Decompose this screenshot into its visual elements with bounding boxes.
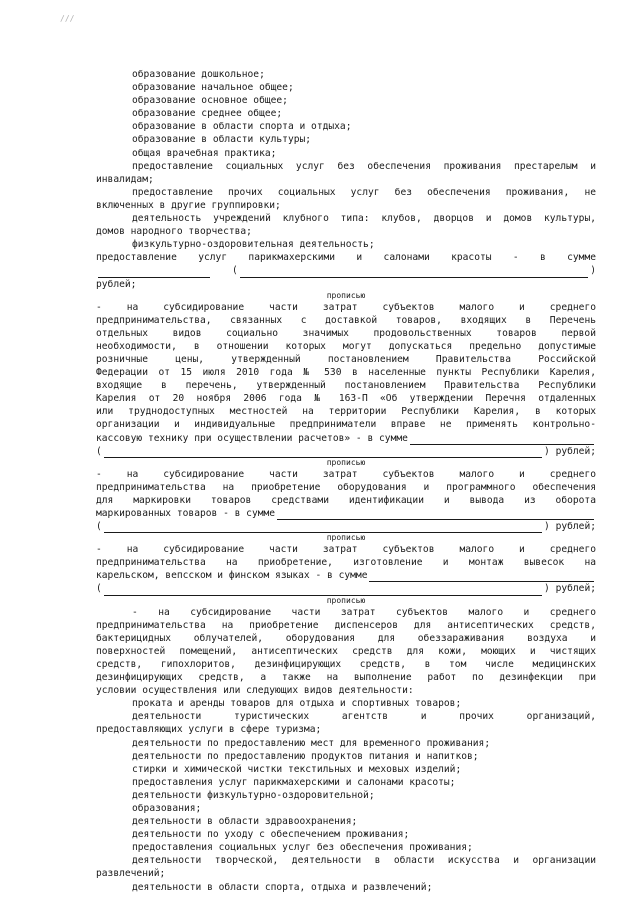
list-item: деятельности творческой, деятельности в области искусства и организации	[132, 855, 596, 867]
rubles-suffix: ) рублей;	[544, 583, 596, 595]
amount-words-blank[interactable]	[240, 267, 588, 278]
list-item: предоставления социальных услуг без обеспечения проживания;	[132, 842, 473, 854]
paragraph-line: Федерации от 15 июля 2010 года № 530 в населенные пункты Республики Карелия,	[96, 367, 596, 379]
words-caption: прописью	[326, 595, 366, 605]
list-item-cont: рублей;	[96, 278, 137, 290]
paren-close: )	[590, 265, 596, 277]
list-item: стирки и химической чистки текстильных и меховых изделий;	[132, 763, 462, 775]
list-item: предоставление услуг парикмахерскими и салонами красоты - в сумме	[96, 252, 596, 264]
paragraph-line: поверхностей помещений, антисептических средств для кожи, моющих и чистящих	[96, 645, 596, 657]
list-item-cont: предоставляющих услуги в сфере туризма;	[96, 724, 322, 736]
list-item: физкультурно-оздоровительная деятельность;	[132, 239, 375, 251]
paren-open: (	[96, 583, 102, 595]
paragraph-line: Карелия от 20 ноября 2006 года № 163-П «Об утверждении Перечня отдаленных	[96, 393, 596, 405]
document-body	[96, 68, 596, 894]
list-item: деятельности по предоставлению мест для временного проживания;	[132, 737, 491, 749]
amount-field-blank[interactable]	[369, 571, 594, 582]
list-item: образование начальное общее;	[132, 82, 294, 94]
paragraph-line: необходимости, в отношении которых могут допускаться предельно допустимые	[96, 340, 596, 352]
paragraph-line: условии осуществления или следующих видов деятельности:	[96, 685, 414, 697]
amount-field-blank[interactable]	[98, 267, 210, 278]
list-item: образование дошкольное;	[132, 69, 265, 80]
list-item: деятельности физкультурно-оздоровительной;	[132, 789, 375, 801]
list-item-cont: включенных в другие группировки;	[96, 199, 281, 211]
paragraph-line: - на субсидирование части затрат субъектов малого и среднего	[132, 606, 596, 618]
list-item: деятельности туристических агентств и прочих организаций,	[132, 711, 596, 723]
amount-words-blank[interactable]	[104, 447, 542, 458]
list-item: деятельности по предоставлению продуктов питания и напитков;	[132, 750, 479, 762]
list-item: деятельность учреждений клубного типа: клубов, дворцов и домов культуры,	[132, 213, 596, 225]
amount-row-hair	[96, 264, 596, 277]
paragraph-line: - на субсидирование части затрат субъектов малого и среднего	[96, 544, 596, 556]
list-item-cont: инвалидам;	[96, 173, 154, 185]
paragraph-line: для маркировки товаров средствами идентификации и вывода из оборота	[96, 494, 596, 506]
list-item: общая врачебная практика;	[132, 147, 277, 159]
rubles-suffix: ) рублей;	[544, 445, 596, 457]
list-item: образование основное общее;	[132, 95, 288, 107]
paren-open: (	[232, 265, 238, 277]
list-item: деятельности в области спорта, отдыха и развлечений;	[132, 881, 433, 893]
paragraph-line: предпринимательства, связанных с доставкой товаров, входящих в Перечень	[96, 314, 596, 326]
paragraph-line: бактерицидных облучателей, оборудования для обеззараживания воздуха и	[96, 632, 596, 644]
list-item: образования;	[132, 802, 202, 814]
list-item: проката и аренды товаров для отдыха и спортивных товаров;	[132, 698, 462, 710]
paragraph-line: предпринимательства на приобретение диспенсеров для антисептических средств,	[96, 619, 596, 631]
list-item: деятельности в области здравоохранения;	[132, 816, 358, 828]
paren-open: (	[96, 445, 102, 457]
paragraph-line: карельском, вепсском и финском языках - в сумме	[96, 570, 368, 582]
paragraph-line: - на субсидирование части затрат субъектов малого и среднего	[96, 468, 596, 480]
words-caption: прописью	[326, 290, 366, 300]
paragraph-line: предпринимательства на приобретение, изготовление и монтаж вывесок на	[96, 557, 596, 569]
paragraph-line: или труднодоступных местностей на территории Республики Карелия, в которых	[96, 406, 596, 418]
paragraph-line: - на субсидирование части затрат субъектов малого и среднего	[96, 301, 596, 313]
paragraph-line: розничные цены, утвержденный постановлением Правительства Российской	[96, 353, 596, 365]
paragraph-line: маркированных товаров - в сумме	[96, 508, 276, 519]
amount-words-blank[interactable]	[104, 585, 542, 596]
list-item-cont: домов народного творчества;	[96, 226, 252, 238]
amount-row-signs	[96, 569, 596, 582]
list-item: образование в области культуры;	[132, 134, 312, 146]
list-item: предоставления услуг парикмахерскими и салонами красоты;	[132, 776, 456, 788]
words-caption: прописью	[326, 457, 366, 467]
words-row-marking	[96, 520, 596, 533]
amount-field-blank[interactable]	[410, 434, 594, 445]
amount-words-blank[interactable]	[104, 522, 542, 533]
paragraph-line: входящие в перечень, утвержденный постановлением Правительства Республики	[96, 380, 596, 392]
list-item-cont: развлечений;	[96, 868, 166, 880]
words-row-delivery	[96, 445, 596, 458]
amount-row-delivery	[96, 432, 596, 445]
paragraph-line: отдельных видов социально значимых продовольственных товаров первой	[96, 327, 596, 339]
amount-field-blank[interactable]	[277, 509, 594, 520]
list-item: образование среднее общее;	[132, 108, 283, 120]
rubles-suffix: ) рублей;	[544, 521, 596, 533]
amount-row-marking	[96, 507, 596, 520]
paragraph-line: средств, гипохлоритов, дезинфицирующих средств, в том числе медицинских	[96, 658, 596, 670]
paragraph-line: кассовую технику при осуществлении расчетов» - в сумме	[96, 432, 408, 444]
words-row-signs	[96, 582, 596, 595]
list-item: образование в области спорта и отдыха;	[132, 121, 352, 133]
paragraph-line: организации и индивидуальные предприниматели вправе не применять контрольно-	[96, 419, 596, 431]
words-caption: прописью	[326, 533, 366, 543]
paragraph-line: предпринимательства на приобретение оборудования и программного обеспечения	[96, 481, 596, 493]
paragraph-line: дезинфицирующих средств, а также на выполнение работ по дезинфекции при	[96, 672, 596, 684]
list-item: предоставление прочих социальных услуг без обеспечения проживания, не	[132, 186, 596, 198]
scan-corner-mark: ∕∕∕	[60, 14, 75, 23]
list-item: предоставление социальных услуг без обеспечения проживания престарелым и	[132, 160, 596, 172]
list-item: деятельности по уходу с обеспечением проживания;	[132, 829, 410, 841]
paren-open: (	[96, 521, 102, 533]
